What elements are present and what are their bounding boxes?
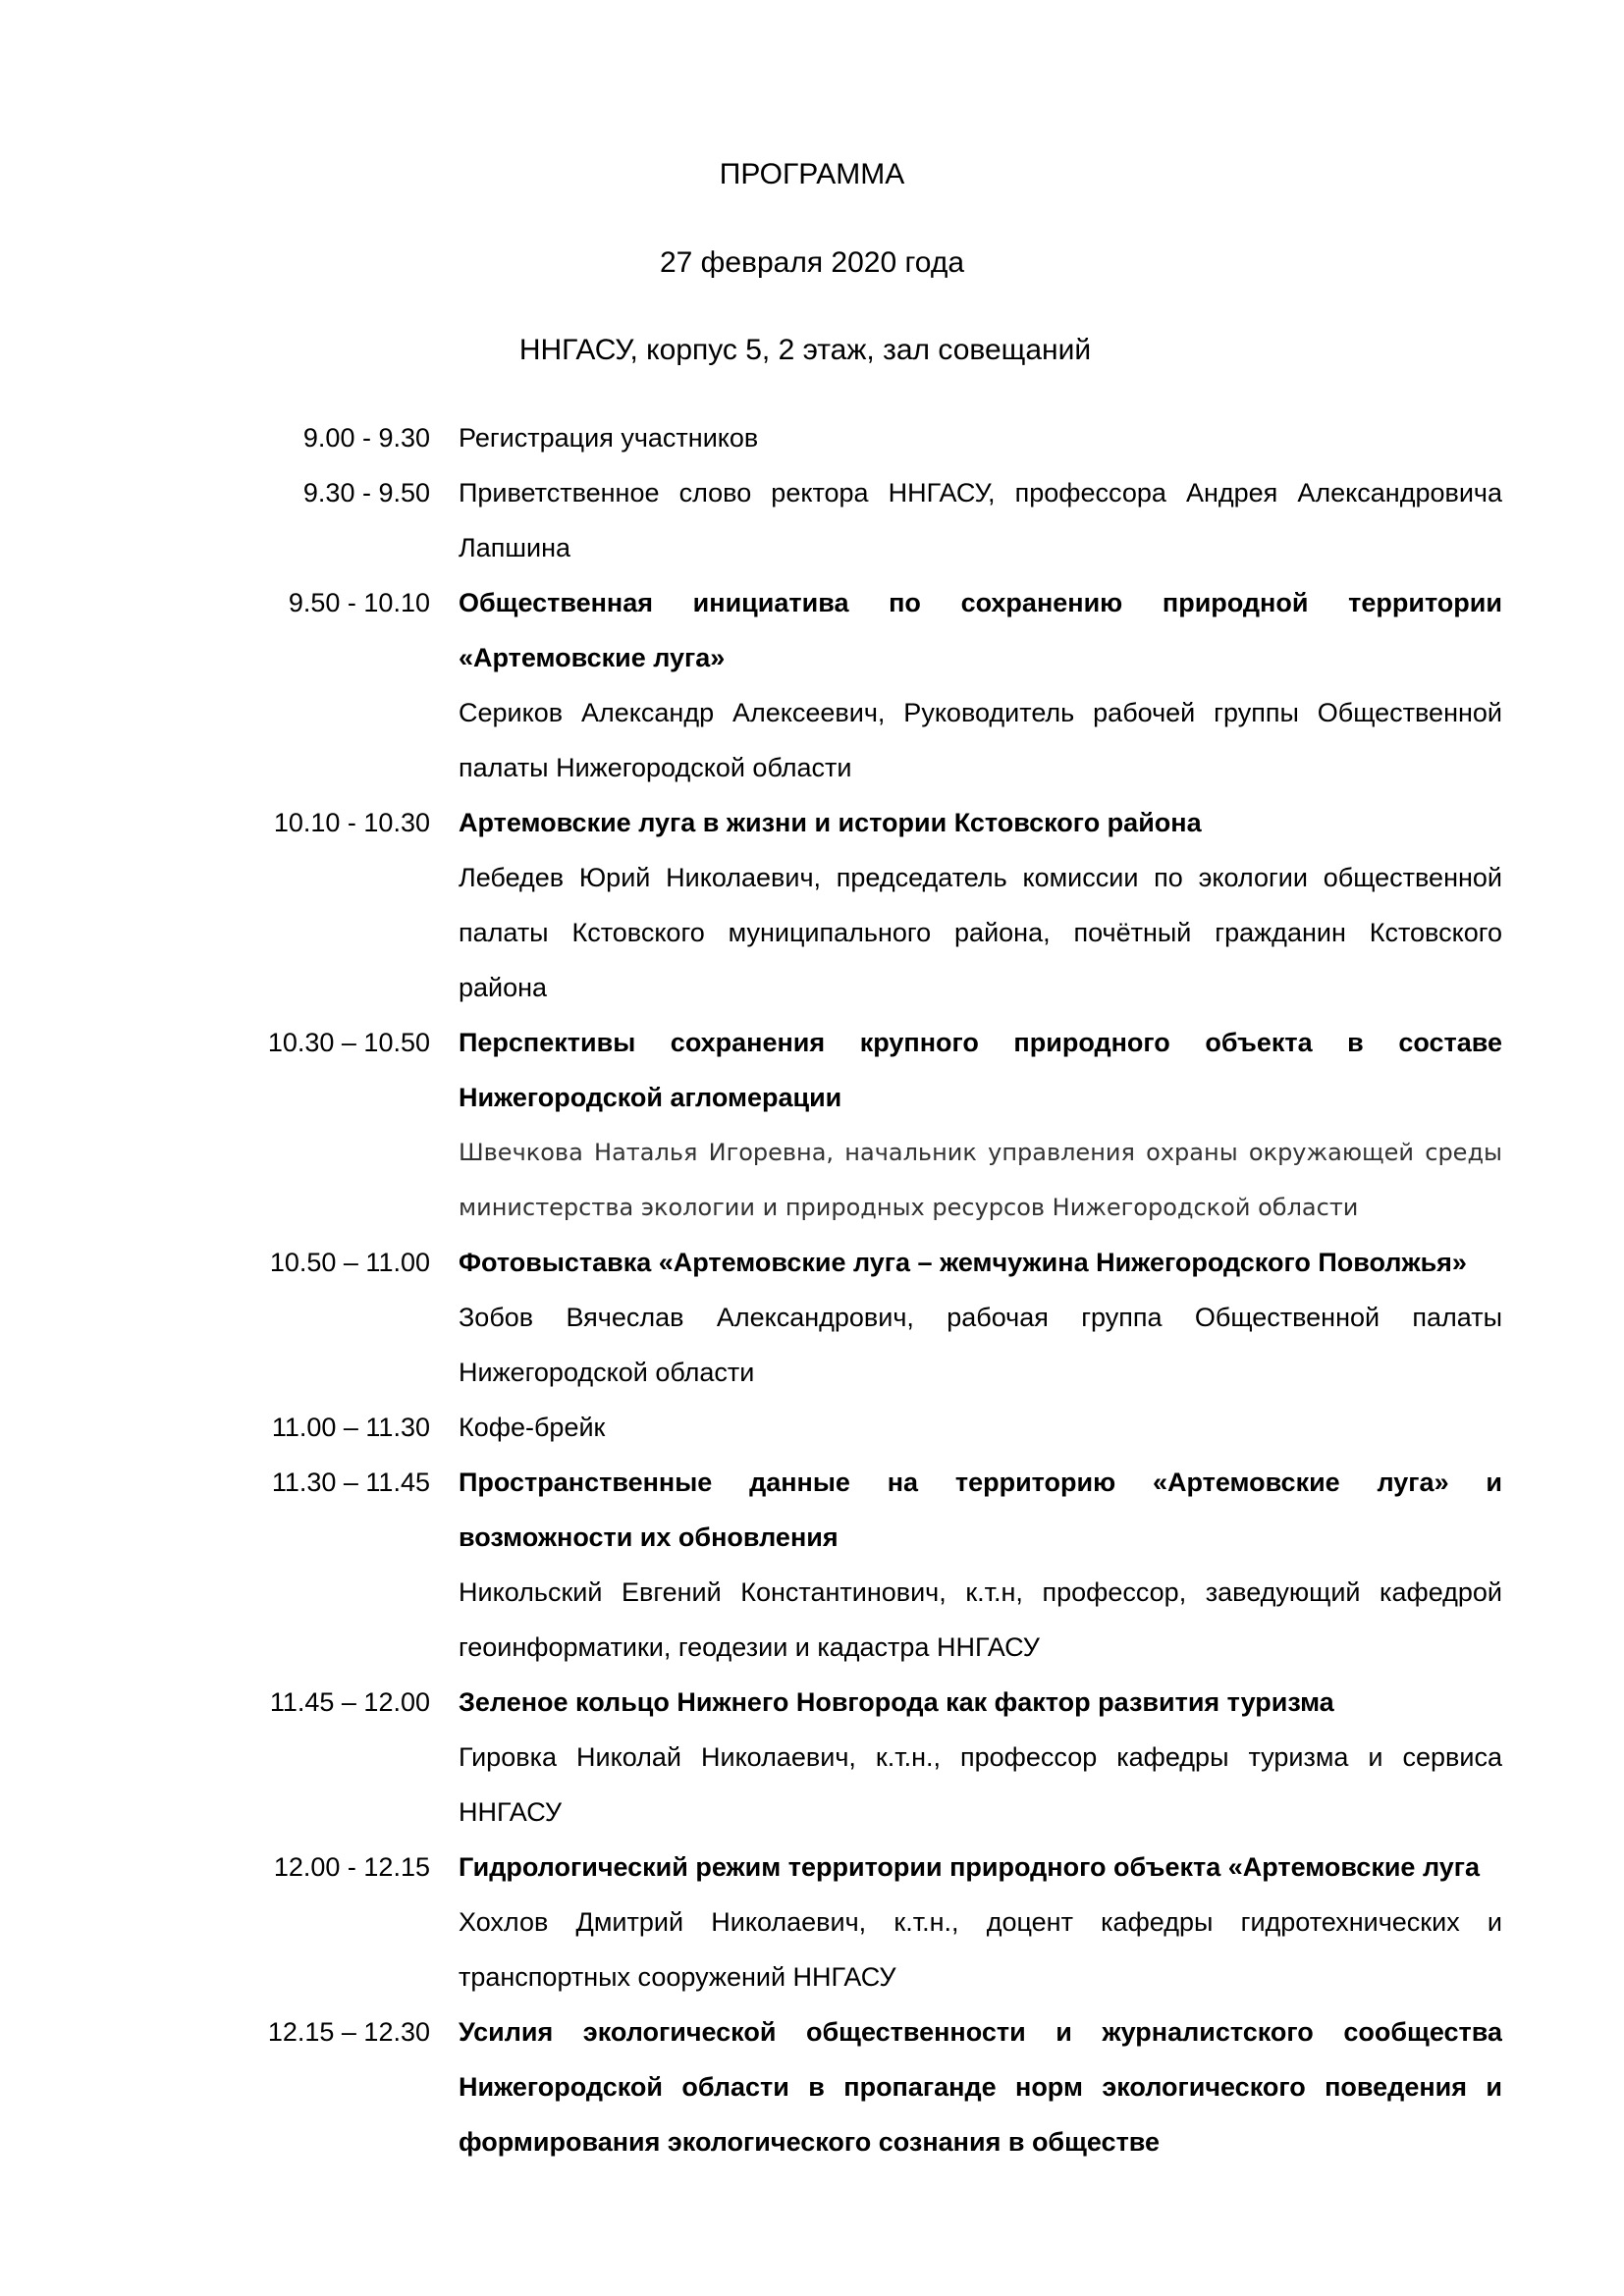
schedule-time: 9.50 - 10.10 [288, 588, 430, 617]
page-title: ПРОГРАММА [719, 158, 905, 190]
talk-title-line: Перспективы сохранения крупного природного объекта в составе [459, 1028, 1502, 1057]
schedule-entry [0, 1675, 1624, 1840]
schedule-content [459, 1840, 1502, 2004]
schedule-time: 10.50 – 11.00 [269, 1248, 430, 1277]
schedule-time: 11.00 – 11.30 [271, 1413, 430, 1442]
schedule-entry [0, 465, 1624, 575]
speaker-line: Регистрация участников [459, 423, 759, 453]
talk-title-line: Гидрологический режим территории природного объекта «Артемовские луга [459, 1852, 1481, 1882]
schedule-time: 9.30 - 9.50 [302, 478, 430, 507]
talk-title-line: Зеленое кольцо Нижнего Новгорода как фактор развития туризма [459, 1687, 1334, 1717]
speaker-line: Хохлов Дмитрий Николаевич, к.т.н., доцент кафедры гидротехнических и [459, 1907, 1502, 1937]
schedule-content [459, 1235, 1502, 1400]
talk-title-line: Фотовыставка «Артемовские луга – жемчужина Нижегородского Поволжья» [459, 1248, 1467, 1277]
schedule-entry [0, 410, 1624, 465]
speaker-line: Зобов Вячеслав Александрович, рабочая группа Общественной палаты [459, 1303, 1502, 1332]
schedule-content [459, 1400, 1502, 1455]
schedule-time: 10.30 – 10.50 [267, 1028, 430, 1057]
speaker-line: Лапшина [459, 533, 571, 562]
speaker-line: палаты Кстовского муниципального района, почётный гражданин Кстовского [459, 918, 1502, 947]
schedule-entry [0, 1235, 1624, 1400]
schedule-entry [0, 1840, 1624, 2004]
schedule-content [459, 575, 1502, 795]
schedule-content [459, 795, 1502, 1015]
schedule-entry [0, 1400, 1624, 1455]
speaker-line: района [459, 973, 548, 1002]
schedule-entry [0, 795, 1624, 1015]
speaker-line: Швечкова Наталья Игоревна, начальник управления охраны окружающей среды [459, 1139, 1502, 1166]
speaker-line: транспортных сооружений ННГАСУ [459, 1962, 896, 1992]
speaker-line: Гировка Николай Николаевич, к.т.н., профессор кафедры туризма и сервиса [459, 1742, 1502, 1772]
talk-title-line: Артемовские луга в жизни и истории Кстовского района [459, 808, 1202, 837]
schedule-time: 11.30 – 11.45 [271, 1468, 430, 1497]
talk-title-line: возможности их обновления [459, 1522, 839, 1552]
talk-title-line: Нижегородской области в пропаганде норм экологического поведения и [459, 2072, 1502, 2102]
schedule-content [459, 410, 1502, 465]
schedule-time: 11.45 – 12.00 [269, 1687, 430, 1717]
speaker-line: Никольский Евгений Константинович, к.т.н, профессор, заведующий кафедрой [459, 1577, 1502, 1607]
schedule-list [0, 410, 1624, 2169]
speaker-line: Приветственное слово ректора ННГАСУ, профессора Андрея Александровича [459, 478, 1502, 507]
schedule-entry [0, 2004, 1624, 2169]
schedule-content [459, 465, 1502, 575]
talk-title-line: «Артемовские луга» [459, 643, 726, 672]
speaker-line: геоинформатики, геодезии и кадастра ННГАСУ [459, 1632, 1040, 1662]
schedule-content [459, 1455, 1502, 1675]
speaker-line: палаты Нижегородской области [459, 753, 852, 782]
schedule-entry [0, 1015, 1624, 1235]
talk-title-line: формирования экологического сознания в обществе [459, 2127, 1161, 2157]
talk-title-line: Нижегородской агломерации [459, 1083, 842, 1112]
speaker-line: Кофе-брейк [459, 1413, 606, 1442]
schedule-time: 12.00 - 12.15 [273, 1852, 430, 1882]
schedule-time: 10.10 - 10.30 [273, 808, 430, 837]
talk-title-line: Пространственные данные на территорию «Артемовские луга» и [459, 1468, 1502, 1497]
schedule-entry [0, 1455, 1624, 1675]
schedule-content [459, 1675, 1502, 1840]
talk-title-line: Усилия экологической общественности и журналистского сообщества [459, 2017, 1502, 2047]
schedule-time: 9.00 - 9.30 [302, 423, 430, 453]
schedule-time: 12.15 – 12.30 [267, 2017, 430, 2047]
event-date: 27 февраля 2020 года [659, 246, 965, 279]
talk-title-line: Общественная инициатива по сохранению природной территории [459, 588, 1502, 617]
speaker-line: ННГАСУ [459, 1797, 562, 1827]
speaker-line: Лебедев Юрий Николаевич, председатель комиссии по экологии общественной [459, 863, 1502, 892]
schedule-entry [0, 575, 1624, 795]
speaker-line: министерства экологии и природных ресурсов Нижегородской области [459, 1194, 1359, 1221]
schedule-content [459, 2004, 1502, 2169]
schedule-content [459, 1015, 1502, 1235]
event-venue: ННГАСУ, корпус 5, 2 этаж, зал совещаний [518, 334, 1092, 366]
speaker-line: Нижегородской области [459, 1358, 755, 1387]
speaker-line: Сериков Александр Алексеевич, Руководитель рабочей группы Общественной [459, 698, 1502, 727]
